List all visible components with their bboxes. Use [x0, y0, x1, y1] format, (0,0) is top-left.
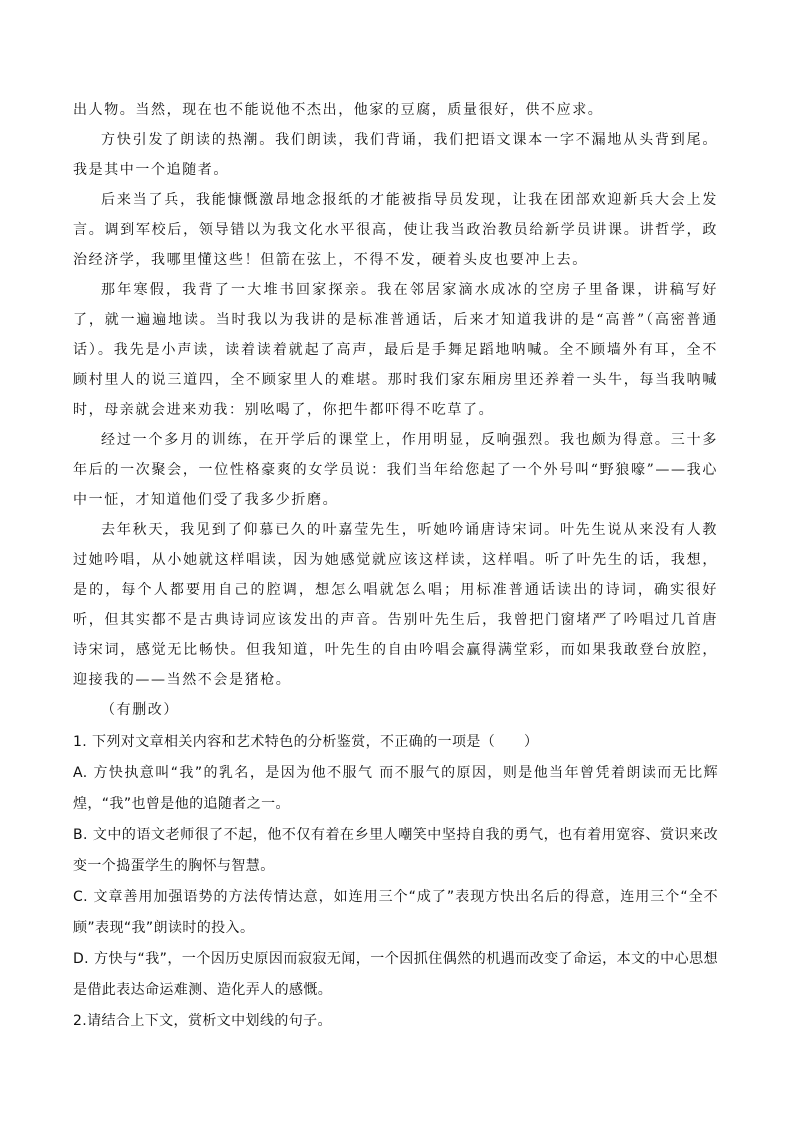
passage-paragraph: 出人物。当然，现在也不能说他不杰出，他家的豆腐，质量很好，供不应求。	[73, 102, 604, 118]
question-1-option-a: A. 方快执意叫“我”的乳名，是因为他不服气 而不服气的原因，则是他当年曾凭着朗读而无比辉煌，“我”也曾是他的追随者之一。	[73, 765, 718, 812]
question-1-option-c: C. 文章善用加强语势的方法传情达意，如连用三个“成了”表现方快出名后的得意，连用三个“全不顾”表现“我”朗读时的投入。	[73, 889, 718, 936]
question-1-option-d: D. 方快与“我”，一个因历史原因而寂寂无闻，一个因抓住偶然的机遇而改变了命运，本文的中心思想是借此表达命运难测、造化弄人的感慨。	[73, 951, 718, 998]
passage-paragraph: 方快引发了朗读的热潮。我们朗读，我们背诵，我们把语文课本一字不漏地从头背到尾。我是其中一个追随者。	[73, 132, 718, 178]
passage-paragraph: 那年寒假，我背了一大堆书回家探亲。我在邻居家滴水成冰的空房子里备课，讲稿写好了，就一遍遍地读。当时我以为我讲的是标准普通话，后来才知道我讲的是“高普”（高密普通话）。我先是小声读，读着读着就起了高声，最后是手舞足蹈地呐喊。全不顾墙外有耳，全不顾村里人的说三道四，全不顾家里人的难堪。那时我们家东厢房里还养着一头牛，每当我呐喊时，母亲就会进来劝我：别吆喝了，你把牛都吓得不吃草了。	[73, 282, 718, 418]
question-1-stem: 1. 下列对文章相关内容和艺术特色的分析鉴赏，不正确的一项是（ ）	[73, 734, 539, 750]
passage-paragraph: 经过一个多月的训练，在开学后的课堂上，作用明显，反响强烈。我也颇为得意。三十多年后的一次聚会，一位性格豪爽的女学员说：我们当年给您起了一个外号叫“野狼嚎”——我心中一怔，才知道他们受了我多少折磨。	[73, 432, 718, 508]
passage-paragraph: 后来当了兵，我能慷慨激昂地念报纸的才能被指导员发现，让我在团部欢迎新兵大会上发言。调到军校后，领导错以为我文化水平很高，使让我当政治教员给新学员讲课。讲哲学，政治经济学，我哪里懂这些！但箭在弦上，不得不发，硬着头皮也要冲上去。	[73, 192, 718, 268]
source-note: （有删改）	[101, 702, 179, 718]
question-section	[73, 727, 718, 1037]
passage-paragraph: 去年秋天，我见到了仰慕已久的叶嘉莹先生，听她吟诵唐诗宋词。叶先生说从来没有人教过她吟唱，从小她就这样唱读，因为她感觉就应该这样读，这样唱。听了叶先生的话，我想，是的，每个人都要用自己的腔调，想怎么唱就怎么唱；用标准普通话读出的诗词，确实很好听，但其实都不是古典诗词应该发出的声音。告别叶先生后，我曾把门窗堵严了吟唱过几首唐诗宋词，感觉无比畅快。但我知道，叶先生的自由吟唱会赢得满堂彩，而如果我敢登台放腔，迎接我的——当然不会是猪枪。	[73, 522, 718, 688]
question-1-option-b: B. 文中的语文老师很了不起，他不仅有着在乡里人嘲笑中坚持自我的勇气，也有着用宽容、赏识来改变一个捣蛋学生的胸怀与智慧。	[73, 827, 718, 874]
reading-passage	[73, 95, 718, 725]
question-2-stem: 2.请结合上下文，赏析文中划线的句子。	[73, 1013, 332, 1029]
